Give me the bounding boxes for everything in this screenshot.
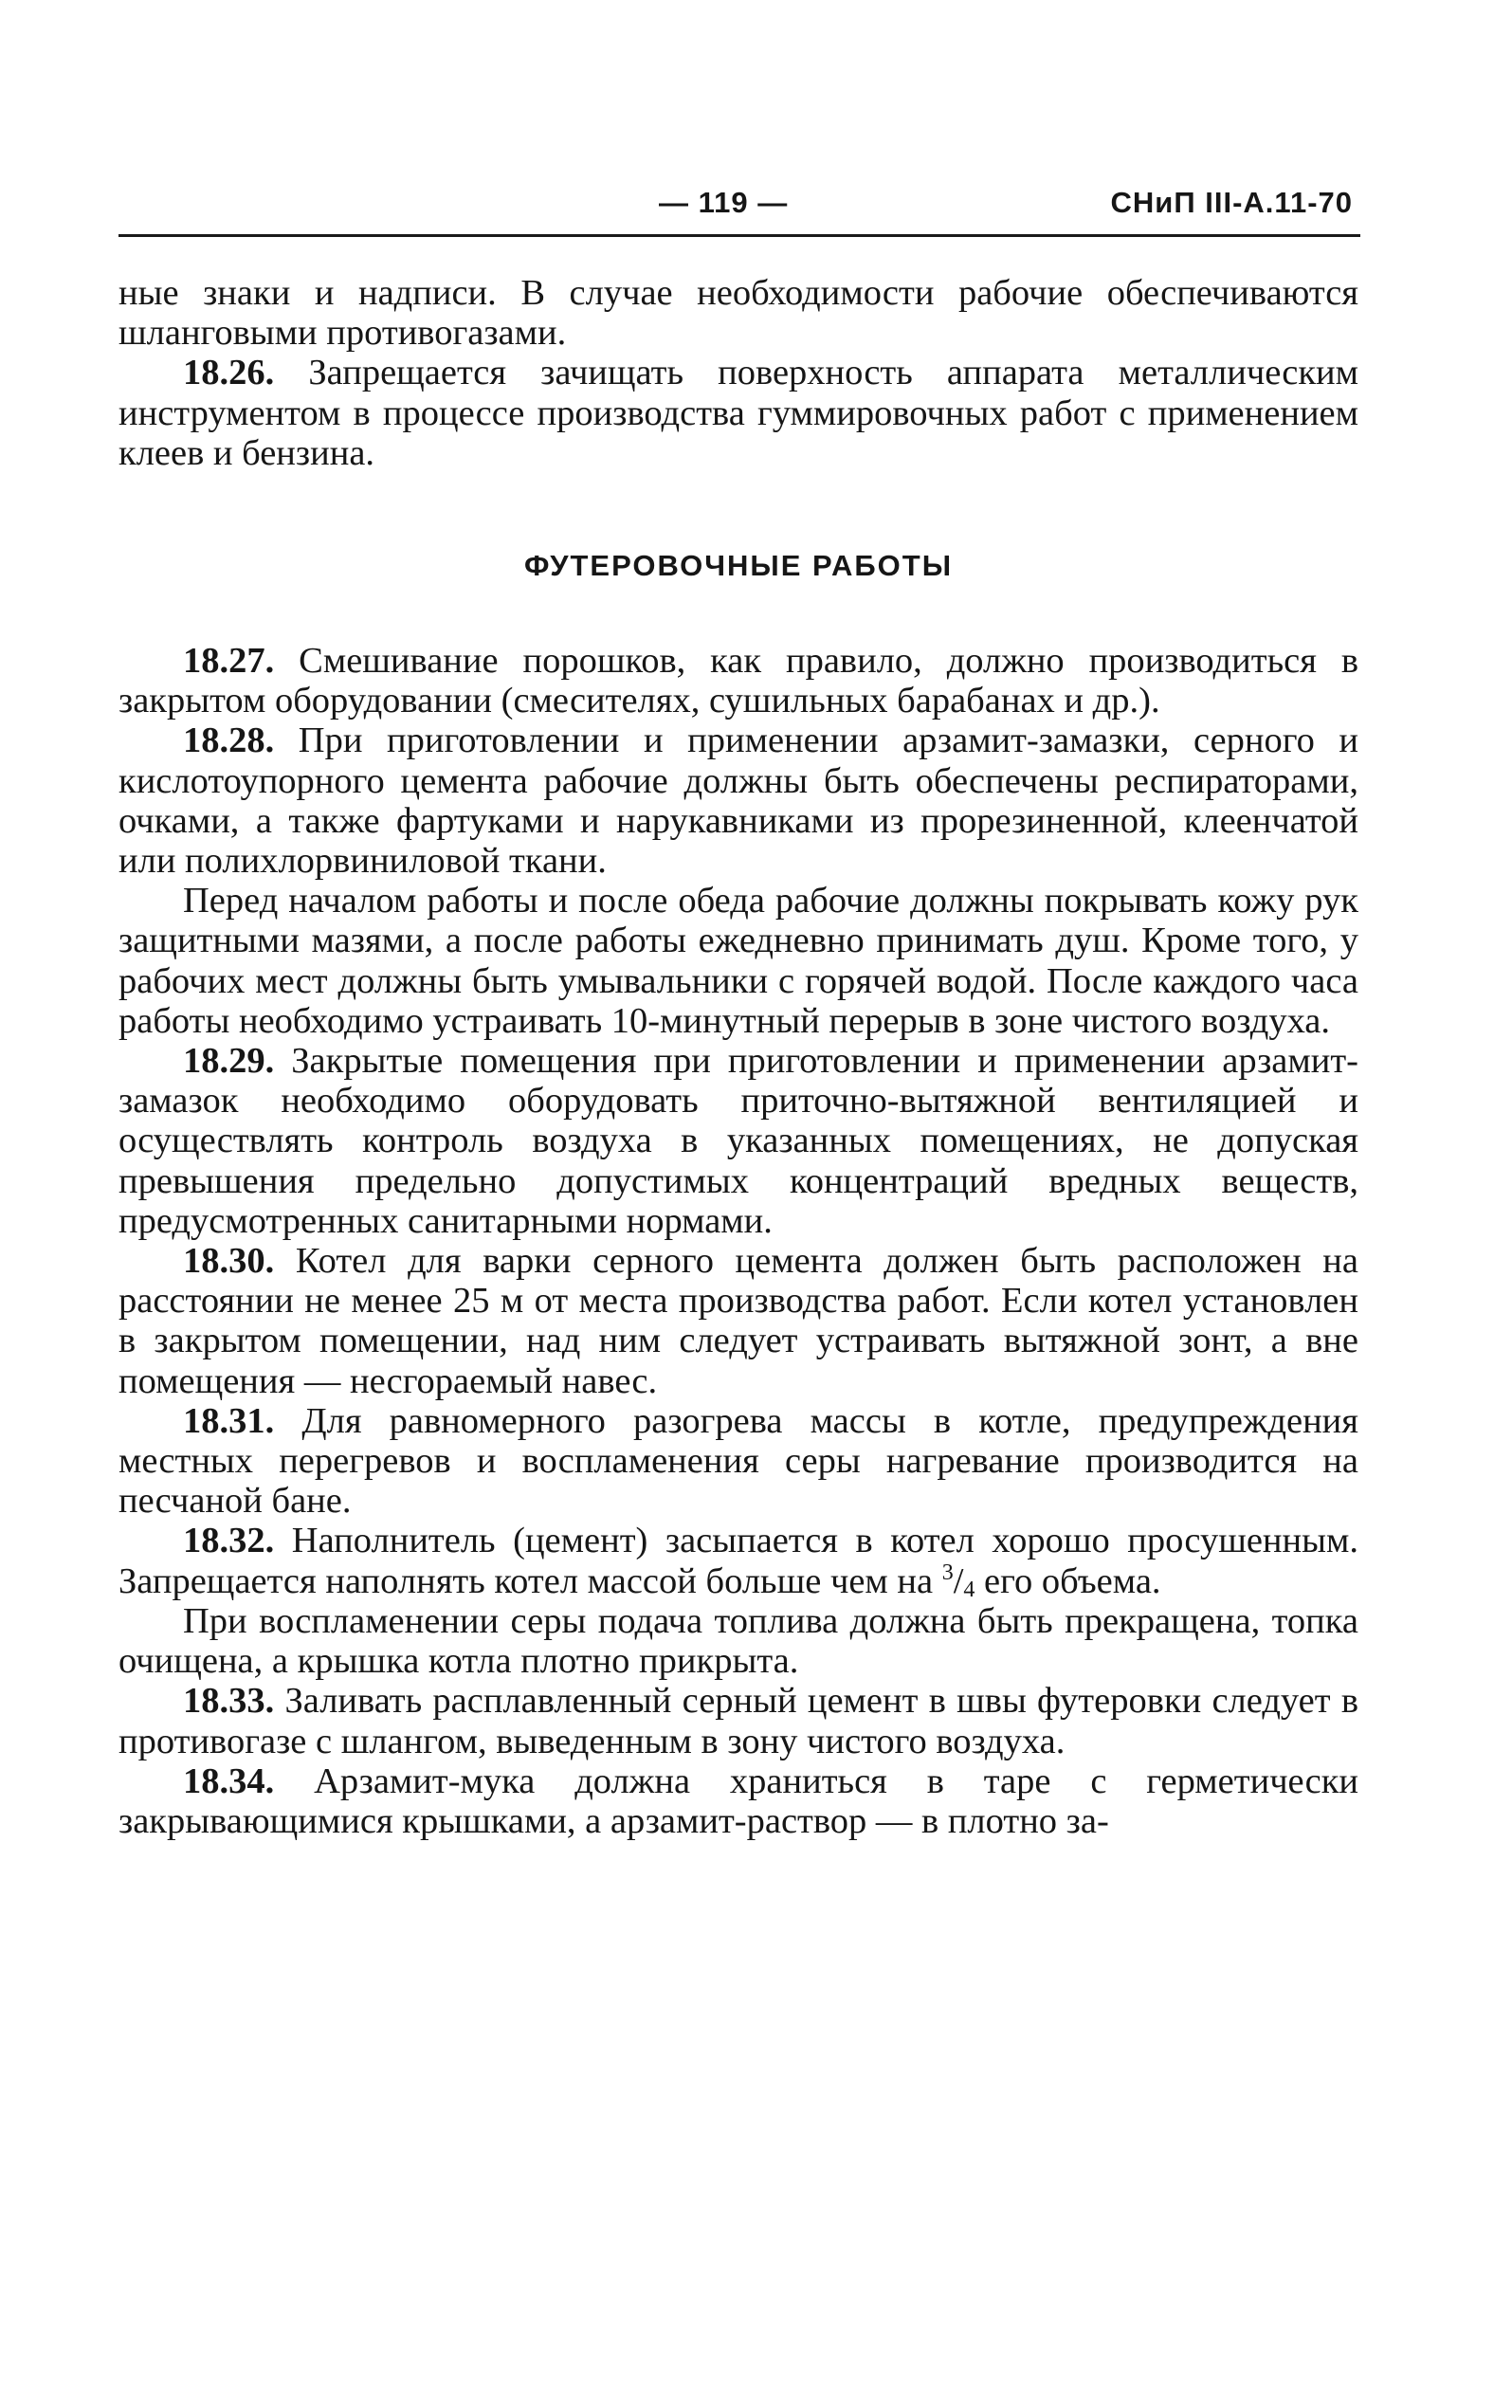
paragraph-18-30 — [118, 1241, 1358, 1401]
paragraph-text: его объема. — [975, 1560, 1161, 1601]
clause-number: 18.26. — [183, 353, 275, 393]
paragraph-text: ные знаки и надписи. В случае необходимости рабочие обеспечиваются шланговыми противогазами. — [118, 273, 1358, 354]
clause-number: 18.28. — [183, 721, 275, 761]
paragraph-text: Смешивание порошков, как правило, должно производиться в закрытом оборудовании (смесителях, сушильных барабанах и др.). — [118, 641, 1358, 721]
paragraph-text: Арзамит-мука должна храниться в таре с герметически закрывающимися крышками, а арзамит-раствор — в плотно за- — [118, 1760, 1358, 1841]
paragraph-18-32: 18.32. Наполнитель (цемент) засыпается в котел хорошо просушенным. Запрещается наполнять котел массой больше чем на $^3$/4 его объема. — [118, 1521, 1358, 1602]
paragraph-18-33 — [118, 1681, 1358, 1760]
paragraph-18-28 — [118, 721, 1358, 881]
paragraph-18-27 — [118, 641, 1358, 721]
clause-number: 18.33. — [183, 1681, 275, 1722]
paragraph-text: Заливать расплавленный серный цемент в швы футеровки следует в противогазе с шлангом, выведенным в зону чистого воздуха. — [118, 1681, 1358, 1761]
clause-number: 18.31. — [183, 1400, 275, 1441]
paragraph-text: Котел для варки серного цемента должен быть расположен на расстоянии не менее 25 м от места производства работ. Если котел установлен в закрытом помещении, над ним следует устраивать вытяжной зонт, а вне помещения — несгораемый навес. — [118, 1241, 1358, 1401]
paragraph-text: Для равномерного разогрева массы в котле, предупреждения местных перегревов и воспламенения серы нагревание производится на песчаной бане. — [118, 1400, 1358, 1522]
clause-number: 18.29. — [183, 1041, 275, 1082]
page-header — [118, 186, 1360, 233]
paragraph-18-26 — [118, 353, 1358, 473]
page-number: — 119 — — [659, 186, 789, 219]
paragraph-text: Наполнитель (цемент) засыпается в котел хорошо просушенным. Запрещается наполнять котел массой больше чем на — [118, 1521, 1358, 1601]
clause-number: 18.27. — [183, 641, 275, 682]
paragraph-text: При воспламенении серы подача топлива должна быть прекращена, топка очищена, а крышка котла плотно прикрыта. — [118, 1600, 1358, 1682]
clause-number: 18.30. — [183, 1241, 275, 1282]
paragraph-text: Перед началом работы и после обеда рабочие должны покрывать кожу рук защитными мазями, а после работы ежедневно принимать душ. Кроме того, у рабочих мест должны быть умывальники с горячей водой. После каждого часа работы необходимо устраивать 10-минутный перерыв в зоне чистого воздуха. — [118, 881, 1358, 1041]
paragraph-text: Закрытые помещения при приготовлении и применении арзамит-замазок необходимо оборудовать приточно-вытяжной вентиляцией и осуществлять контроль воздуха в указанных помещениях, не допуская превышения предельно допустимых концентраций вредных веществ, предусмотренных санитарными нормами. — [118, 1041, 1358, 1241]
paragraph-18-34 — [118, 1761, 1358, 1841]
section-heading: ФУТЕРОВОЧНЫЕ РАБОТЫ — [523, 549, 954, 583]
document-body — [118, 273, 1358, 1841]
paragraph-text: Запрещается зачищать поверхность аппарата металлическим инструментом в процессе производства гуммировочных работ с применением клеев и бензина. — [118, 353, 1358, 473]
clause-number: 18.32. — [183, 1521, 275, 1561]
header-divider — [118, 234, 1360, 237]
paragraph-18-32-cont — [118, 1601, 1358, 1681]
paragraph-18-31 — [118, 1401, 1358, 1522]
clause-number: 18.34. — [183, 1760, 275, 1801]
paragraph-text: При приготовлении и применении арзамит-замазки, серного и кислотоупорного цемента рабочие должны быть обеспечены респираторами, очками, а также фартуками и нарукавниками из прорезиненной, клеенчатой или полихлорвиниловой ткани. — [118, 721, 1358, 882]
paragraph-18-29 — [118, 1041, 1358, 1241]
fraction-numerator: 3 — [941, 1560, 954, 1585]
fraction-denominator: 4 — [963, 1577, 975, 1602]
document-code: СНиП III-А.11-70 — [1110, 186, 1353, 219]
paragraph-continuation — [118, 273, 1358, 353]
paragraph-18-28-cont — [118, 881, 1358, 1041]
